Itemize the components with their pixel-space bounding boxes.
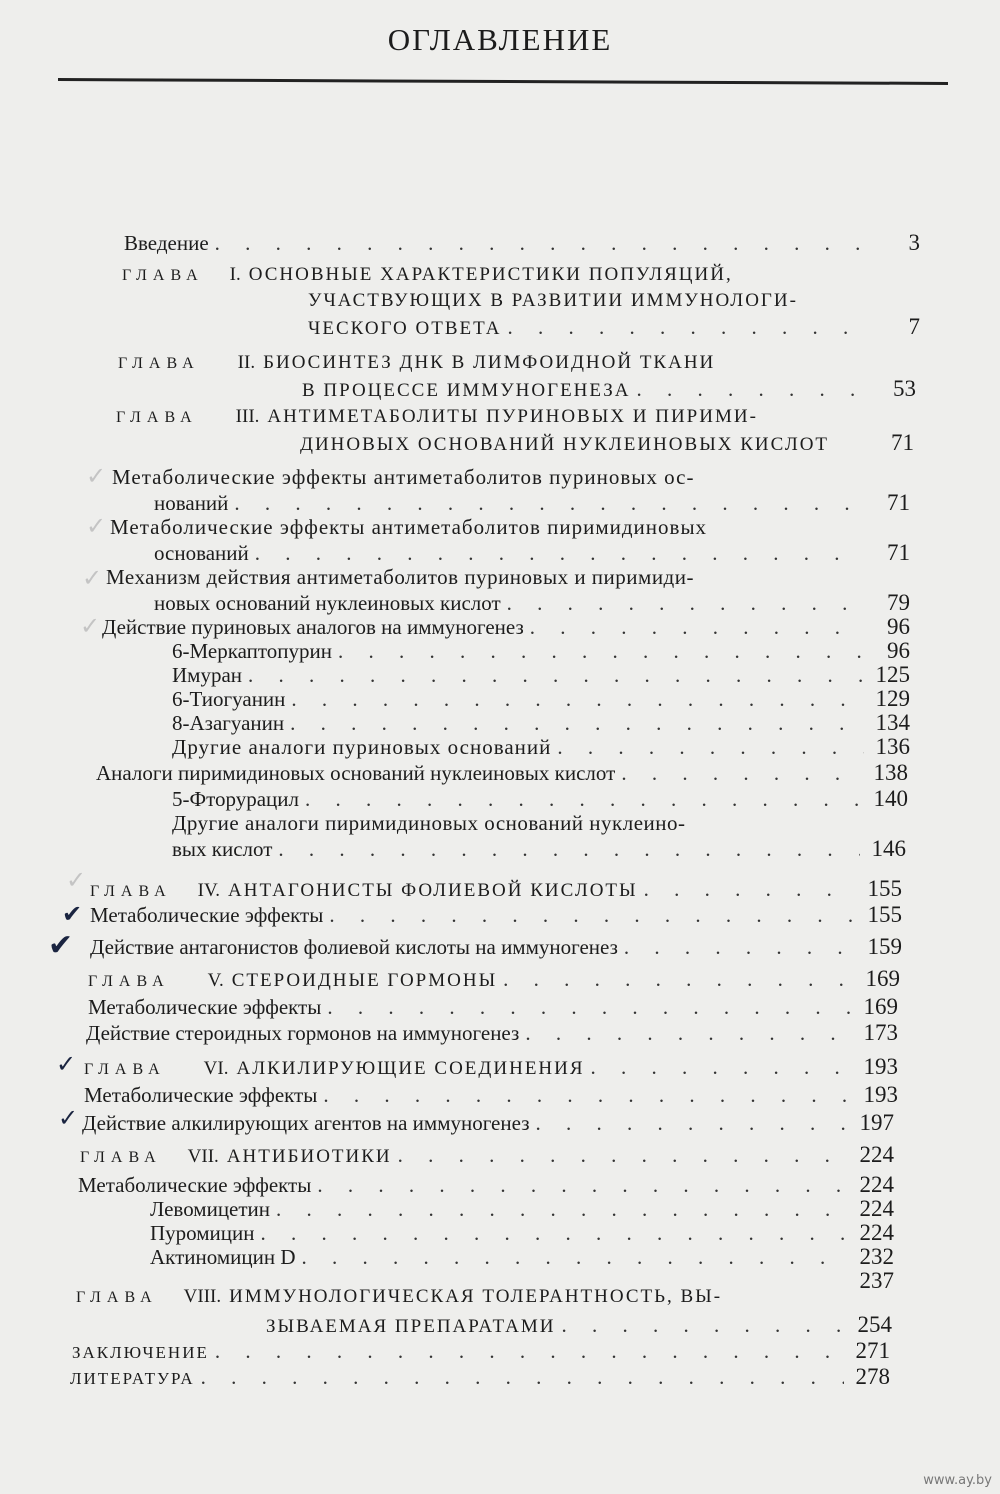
chapter-number: VIII. bbox=[183, 1286, 222, 1307]
chapter-title-line: ДИНОВЫХ ОСНОВАНИЙ НУКЛЕИНОВЫХ КИСЛОТ bbox=[300, 434, 830, 455]
ink-check-icon: ✓ bbox=[56, 1050, 77, 1078]
toc-page-number: 140 bbox=[873, 786, 908, 811]
dot-leader bbox=[507, 590, 864, 616]
title-rule bbox=[58, 78, 948, 85]
pencil-check-icon: ✓ bbox=[66, 866, 87, 894]
chapter-word: ГЛАВА bbox=[84, 1061, 166, 1078]
toc-entry-conclusion[interactable] bbox=[72, 1338, 890, 1366]
chapter-title-line: АНТИБИОТИКИ bbox=[226, 1146, 392, 1167]
toc-page-number: 125 bbox=[875, 662, 910, 687]
dot-leader bbox=[624, 934, 856, 960]
toc-entry-levomycetin[interactable] bbox=[150, 1196, 894, 1222]
pencil-check-icon: ✓ bbox=[86, 512, 107, 540]
toc-entry-line: Метаболические эффекты антиметаболитов пиримидиновых bbox=[110, 515, 708, 539]
toc-entry-literature[interactable] bbox=[70, 1364, 890, 1392]
chapter-title-line: БИОСИНТЕЗ ДНК В ЛИМФОИДНОЙ ТКАНИ bbox=[263, 352, 716, 373]
dot-leader bbox=[557, 734, 864, 760]
ink-check-icon: ✔ bbox=[48, 928, 74, 963]
toc-entry-purine-analogs[interactable] bbox=[102, 614, 910, 640]
dot-leader bbox=[338, 638, 864, 664]
chapter-title-line: УЧАСТВУЮЩИХ В РАЗВИТИИ ИММУНОЛОГИ- bbox=[308, 290, 798, 311]
toc-entry-label: нований bbox=[154, 491, 229, 515]
toc-chapter-8-last-line[interactable] bbox=[266, 1312, 892, 1340]
dot-leader bbox=[637, 376, 871, 402]
toc-entry-steroid-immunogenesis[interactable] bbox=[86, 1020, 898, 1046]
toc-entry-label: новых оснований нуклеиновых кислот bbox=[154, 591, 501, 615]
toc-entry-label: Имуран bbox=[172, 663, 243, 687]
toc-entry-mechanism[interactable] bbox=[154, 590, 910, 616]
pencil-check-icon: ✓ bbox=[86, 462, 107, 490]
toc-page-number: 193 bbox=[863, 1082, 898, 1107]
toc-entry-alkylating-immunogenesis[interactable] bbox=[82, 1110, 894, 1136]
dot-leader bbox=[323, 1082, 852, 1108]
toc-page-number: 173 bbox=[863, 1020, 898, 1045]
chapter-title-line: АЛКИЛИРУЮЩИЕ СОЕДИНЕНИЯ bbox=[236, 1058, 585, 1079]
toc-entry-label: 5-Фторурацил bbox=[172, 787, 299, 811]
toc-page-number: 136 bbox=[875, 734, 910, 759]
chapter-title-line: АНТАГОНИСТЫ ФОЛИЕВОЙ КИСЛОТЫ bbox=[228, 880, 638, 901]
toc-page-number: 224 bbox=[859, 1172, 894, 1197]
toc-chapter-7[interactable] bbox=[80, 1142, 894, 1171]
chapter-number: II. bbox=[237, 352, 256, 373]
toc-page-number: 155 bbox=[867, 876, 902, 901]
toc-chapter-4[interactable] bbox=[90, 876, 902, 905]
toc-entry-label: 6-Меркаптопурин bbox=[172, 639, 332, 663]
toc-chapter-6[interactable] bbox=[84, 1054, 898, 1083]
toc-page-number: 237 bbox=[859, 1268, 894, 1293]
toc-entry-puromycin[interactable] bbox=[150, 1220, 894, 1246]
toc-entry-thioguanine[interactable] bbox=[172, 686, 910, 712]
toc-page-number: 53 bbox=[893, 376, 916, 401]
dot-leader bbox=[530, 614, 864, 640]
chapter-number: V. bbox=[207, 970, 224, 991]
dot-leader bbox=[508, 314, 874, 340]
toc-page-number: 232 bbox=[859, 1244, 894, 1269]
chapter-number: I. bbox=[229, 264, 241, 285]
dot-leader bbox=[278, 836, 860, 862]
toc-page-number: 224 bbox=[859, 1220, 894, 1245]
dot-leader bbox=[215, 1338, 844, 1364]
toc-entry-line: Другие аналоги пиримидиновых оснований нуклеино- bbox=[172, 811, 686, 835]
toc-page-number: 146 bbox=[871, 836, 906, 861]
dot-leader bbox=[644, 876, 856, 902]
toc-page-number: 271 bbox=[855, 1338, 890, 1363]
dot-leader bbox=[591, 1054, 852, 1080]
pencil-check-icon: ✓ bbox=[80, 612, 101, 640]
toc-entry-label: Метаболические эффекты bbox=[84, 1083, 318, 1107]
chapter-title-line: ОСНОВНЫЕ ХАРАКТЕРИСТИКИ ПОПУЛЯЦИЙ, bbox=[248, 264, 733, 285]
toc-page-number: 197 bbox=[859, 1110, 894, 1135]
dot-leader bbox=[261, 1220, 848, 1246]
toc-entry-other-pyrimidine-analogs[interactable] bbox=[172, 836, 906, 862]
chapter-word: ГЛАВА bbox=[76, 1289, 158, 1306]
toc-page-number: 71 bbox=[887, 540, 910, 565]
dot-leader bbox=[305, 786, 862, 812]
dot-leader bbox=[234, 490, 864, 516]
toc-entry-label: Аналоги пиримидиновых оснований нуклеиновых кислот bbox=[96, 761, 616, 785]
toc-page-number: 224 bbox=[859, 1196, 894, 1221]
toc-entry-mercaptopurine[interactable] bbox=[172, 638, 910, 664]
toc-page-number: 71 bbox=[887, 490, 910, 515]
toc-chapter-5[interactable] bbox=[88, 966, 900, 995]
dot-leader bbox=[276, 1196, 848, 1222]
chapter-title-line: СТЕРОИДНЫЕ ГОРМОНЫ bbox=[231, 970, 498, 991]
chapter-word: ГЛАВА bbox=[88, 973, 170, 990]
toc-entry-label: 8-Азагуанин bbox=[172, 711, 285, 735]
dot-leader bbox=[503, 966, 854, 992]
dot-leader bbox=[329, 902, 856, 928]
toc-chapter-2[interactable] bbox=[118, 350, 863, 377]
toc-chapter-8[interactable] bbox=[76, 1284, 846, 1311]
chapter-title-line: В ПРОЦЕССЕ ИММУНОГЕНЕЗА bbox=[302, 380, 631, 401]
dot-leader bbox=[248, 662, 864, 688]
chapter-number: IV. bbox=[197, 880, 221, 901]
dot-leader bbox=[536, 1110, 849, 1136]
toc-entry-label: Метаболические эффекты bbox=[90, 903, 324, 927]
dot-leader bbox=[302, 1244, 848, 1270]
ink-check-icon: ✔ bbox=[62, 900, 83, 928]
toc-page-number: 254 bbox=[857, 1312, 892, 1337]
chapter-number: VI. bbox=[203, 1058, 229, 1079]
toc-entry-label: ЛИТЕРАТУРА bbox=[70, 1369, 195, 1388]
toc-entry-line: Механизм действия антиметаболитов пуриновых и пиримиди- bbox=[106, 565, 694, 589]
toc-page-number: 169 bbox=[863, 994, 898, 1019]
toc-entry-folic-metabolic[interactable] bbox=[90, 902, 902, 928]
toc-entry-label: Метаболические эффекты bbox=[78, 1173, 312, 1197]
toc-page-number: 159 bbox=[867, 934, 902, 959]
toc-entry-actinomycin[interactable] bbox=[150, 1244, 894, 1270]
toc-entry-label: Актиномицин D bbox=[150, 1245, 296, 1269]
toc-entry-label: Пуромицин bbox=[150, 1221, 255, 1245]
toc-entry-steroid-metabolic[interactable] bbox=[88, 994, 898, 1020]
toc-entry-label: ЗАКЛЮЧЕНИЕ bbox=[72, 1343, 209, 1362]
toc-entry-antibiotic-metabolic[interactable] bbox=[78, 1172, 894, 1198]
toc-entry-label: Действие пуриновых аналогов на иммуногенез bbox=[102, 615, 524, 639]
toc-entry-alkylating-metabolic[interactable] bbox=[84, 1082, 898, 1108]
toc-chapter-2-last-line[interactable] bbox=[302, 376, 916, 404]
chapter-title-line: ЧЕСКОГО ОТВЕТА bbox=[308, 318, 502, 339]
chapter-word: ГЛАВА bbox=[118, 355, 200, 372]
toc-entry-label: Левомицетин bbox=[150, 1197, 271, 1221]
toc-entry-label: Действие алкилирующих агентов на иммуногенез bbox=[82, 1111, 530, 1135]
chapter-title-line: ЗЫВАЕМАЯ ПРЕПАРАТАМИ bbox=[266, 1316, 556, 1337]
toc-entry-imuran[interactable] bbox=[172, 662, 910, 688]
dot-leader bbox=[621, 760, 862, 786]
pencil-check-icon: ✓ bbox=[82, 564, 103, 592]
dot-leader bbox=[561, 1312, 846, 1338]
toc-entry-other-purine-analogs[interactable] bbox=[172, 734, 910, 760]
toc-page-number: 71 bbox=[891, 430, 914, 455]
dot-leader bbox=[215, 230, 874, 256]
toc-chapter-1-last-line[interactable] bbox=[308, 314, 920, 342]
toc-entry-label: вых кислот bbox=[172, 837, 273, 861]
chapter-word: ГЛАВА bbox=[80, 1149, 162, 1166]
chapter-title-line: ИММУНОЛОГИЧЕСКАЯ ТОЛЕРАНТНОСТЬ, ВЫ- bbox=[229, 1286, 723, 1307]
toc-entry-pyrimidine-analogs[interactable] bbox=[96, 760, 908, 786]
dot-leader bbox=[525, 1020, 852, 1046]
chapter-word: ГЛАВА bbox=[90, 883, 172, 900]
toc-page-number: 129 bbox=[875, 686, 910, 711]
toc-entry-fluorouracil[interactable] bbox=[172, 786, 908, 812]
toc-entry-folic-immunogenesis[interactable] bbox=[90, 934, 902, 960]
chapter-number: VII. bbox=[187, 1146, 219, 1167]
page-title: ОГЛАВЛЕНИЕ bbox=[387, 22, 613, 57]
toc-entry-azaguanine[interactable] bbox=[172, 710, 910, 736]
toc-page-number: 79 bbox=[887, 590, 910, 615]
dot-leader bbox=[290, 710, 864, 736]
toc-page-number: 138 bbox=[873, 760, 908, 785]
toc-page-number: 169 bbox=[865, 966, 900, 991]
toc-page-number: 278 bbox=[855, 1364, 890, 1389]
toc-entry-label: Введение bbox=[124, 231, 209, 255]
toc-page-number: 3 bbox=[908, 230, 920, 255]
toc-page-number: 224 bbox=[859, 1142, 894, 1167]
toc-entry-label: Действие антагонистов фолиевой кислоты на иммуногенез bbox=[90, 935, 618, 959]
toc-page-number: 7 bbox=[908, 314, 920, 339]
toc-entry-introduction[interactable] bbox=[124, 230, 920, 256]
toc-entry-label: Метаболические эффекты bbox=[88, 995, 322, 1019]
toc-chapter-3[interactable] bbox=[116, 404, 866, 431]
dot-leader bbox=[201, 1364, 844, 1390]
toc-chapter-1[interactable] bbox=[122, 262, 862, 289]
toc-entry-purine-metabolic[interactable] bbox=[154, 490, 910, 516]
chapter-title-line: АНТИМЕТАБОЛИТЫ ПУРИНОВЫХ И ПИРИМИ- bbox=[267, 406, 758, 427]
chapter-word: ГЛАВА bbox=[122, 267, 204, 284]
ink-check-icon: ✓ bbox=[58, 1104, 79, 1132]
toc-entry-label: Действие стероидных гормонов на иммуногенез bbox=[86, 1021, 520, 1045]
toc-page-number: 193 bbox=[863, 1054, 898, 1079]
dot-leader bbox=[398, 1142, 848, 1168]
toc-page-number: 96 bbox=[887, 614, 910, 639]
toc-page-number: 155 bbox=[867, 902, 902, 927]
toc-entry-label: оснований bbox=[154, 541, 249, 565]
toc-entry-label: 6-Тиогуанин bbox=[172, 687, 286, 711]
toc-entry-line: Метаболические эффекты антиметаболитов пуриновых ос- bbox=[112, 465, 695, 489]
dot-leader bbox=[327, 994, 852, 1020]
toc-page-number: 134 bbox=[875, 710, 910, 735]
watermark: www.ay.by bbox=[923, 1473, 992, 1488]
toc-chapter-3-last-line[interactable] bbox=[300, 430, 914, 458]
dot-leader bbox=[291, 686, 864, 712]
dot-leader bbox=[317, 1172, 848, 1198]
dot-leader bbox=[255, 540, 864, 566]
toc-page-number: 96 bbox=[887, 638, 910, 663]
chapter-word: ГЛАВА bbox=[116, 409, 198, 426]
toc-entry-label: Другие аналоги пуриновых оснований bbox=[172, 735, 552, 759]
chapter-number: III. bbox=[235, 406, 260, 427]
toc-entry-pyrimidine-metabolic[interactable] bbox=[154, 540, 910, 566]
